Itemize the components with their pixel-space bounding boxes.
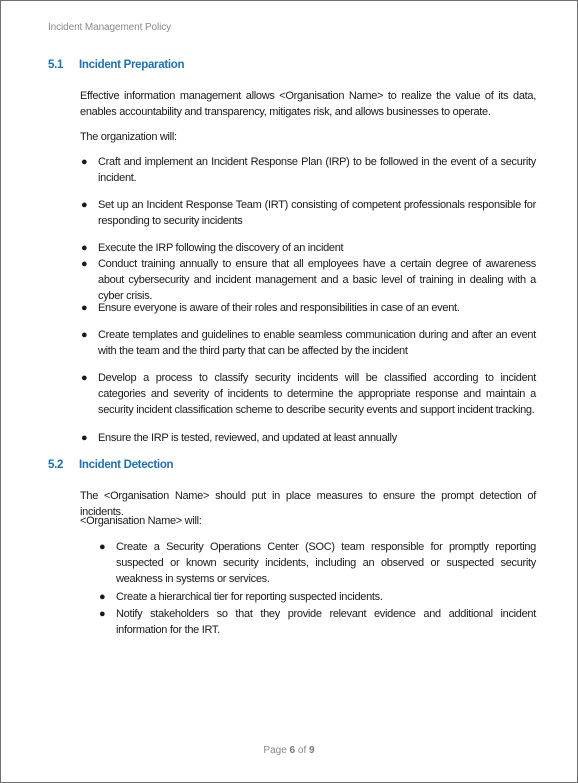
of-word: of (297, 745, 307, 756)
bullet-icon: ● (81, 242, 88, 254)
bullet-icon: ● (81, 302, 88, 314)
list-item: ● Develop a process to classify security incidents will be classified according to incident categories and severity of incidents to determine the appropriate response and maintain a security incident classification scheme to describe security events and support incident tracking. (81, 372, 536, 416)
list-item: ● Conduct training annually to ensure that all employees have a certain degree of awareness about cybersecurity and incident management and a basic level of training in dealing with a cyber crisis. (81, 258, 536, 302)
list-item: ● Ensure everyone is aware of their roles and responsibilities in case of an event. (81, 302, 460, 314)
list-item: ● Set up an Incident Response Team (IRT) consisting of competent professionals responsible for responding to security incidents (81, 199, 536, 227)
section-intro-paragraph: The <Organisation Name> should put in place measures to ensure the prompt detection of incidents. (80, 490, 536, 518)
section-number: 5.2 (48, 459, 64, 471)
section-title: Incident Detection (79, 459, 174, 471)
list-item: ● Craft and implement an Incident Response Plan (IRP) to be followed in the event of a security incident. (81, 156, 536, 184)
bullet-icon: ● (81, 258, 88, 270)
section-lead-text: The organization will: (80, 131, 177, 143)
list-item: ● Create a Security Operations Center (SOC) team responsible for promptly reporting suspected or known security incidents, including an observed or suspected security weakness in systems or services. (99, 541, 536, 585)
bullet-icon: ● (81, 432, 88, 444)
section-heading-5-1 (48, 59, 184, 71)
total-pages-number: 9 (309, 745, 315, 756)
list-item: ● Notify stakeholders so that they provide relevant evidence and additional incident information for the IRT. (99, 608, 536, 636)
section-title: Incident Preparation (79, 59, 185, 71)
bullet-icon: ● (99, 541, 106, 553)
list-item: ● Ensure the IRP is tested, reviewed, and updated at least annually (81, 432, 397, 444)
list-item: ● Create a hierarchical tier for reporting suspected incidents. (99, 591, 383, 603)
running-header: Incident Management Policy (48, 22, 172, 33)
list-item: ● Execute the IRP following the discovery of an incident (81, 242, 344, 254)
current-page-number: 6 (289, 745, 296, 756)
bullet-icon: ● (81, 372, 88, 384)
bullet-icon: ● (81, 199, 88, 211)
section-number: 5.1 (48, 59, 64, 71)
bullet-icon: ● (99, 591, 106, 603)
page-word: Page (263, 745, 287, 756)
bullet-icon: ● (81, 156, 88, 168)
section-lead-text: <Organisation Name> will: (80, 515, 202, 527)
bullet-icon: ● (81, 329, 88, 341)
bullet-icon: ● (99, 608, 106, 620)
page-footer (1, 745, 577, 756)
section-heading-5-2 (48, 459, 173, 471)
list-item: ● Create templates and guidelines to enable seamless communication during and after an event with the team and the third party that can be affected by the incident (81, 329, 536, 357)
section-intro-paragraph: Effective information management allows <Organisation Name> to realize the value of its data, enables accountability and transparency, mitigates risk, and allows businesses to operate. (80, 90, 536, 118)
